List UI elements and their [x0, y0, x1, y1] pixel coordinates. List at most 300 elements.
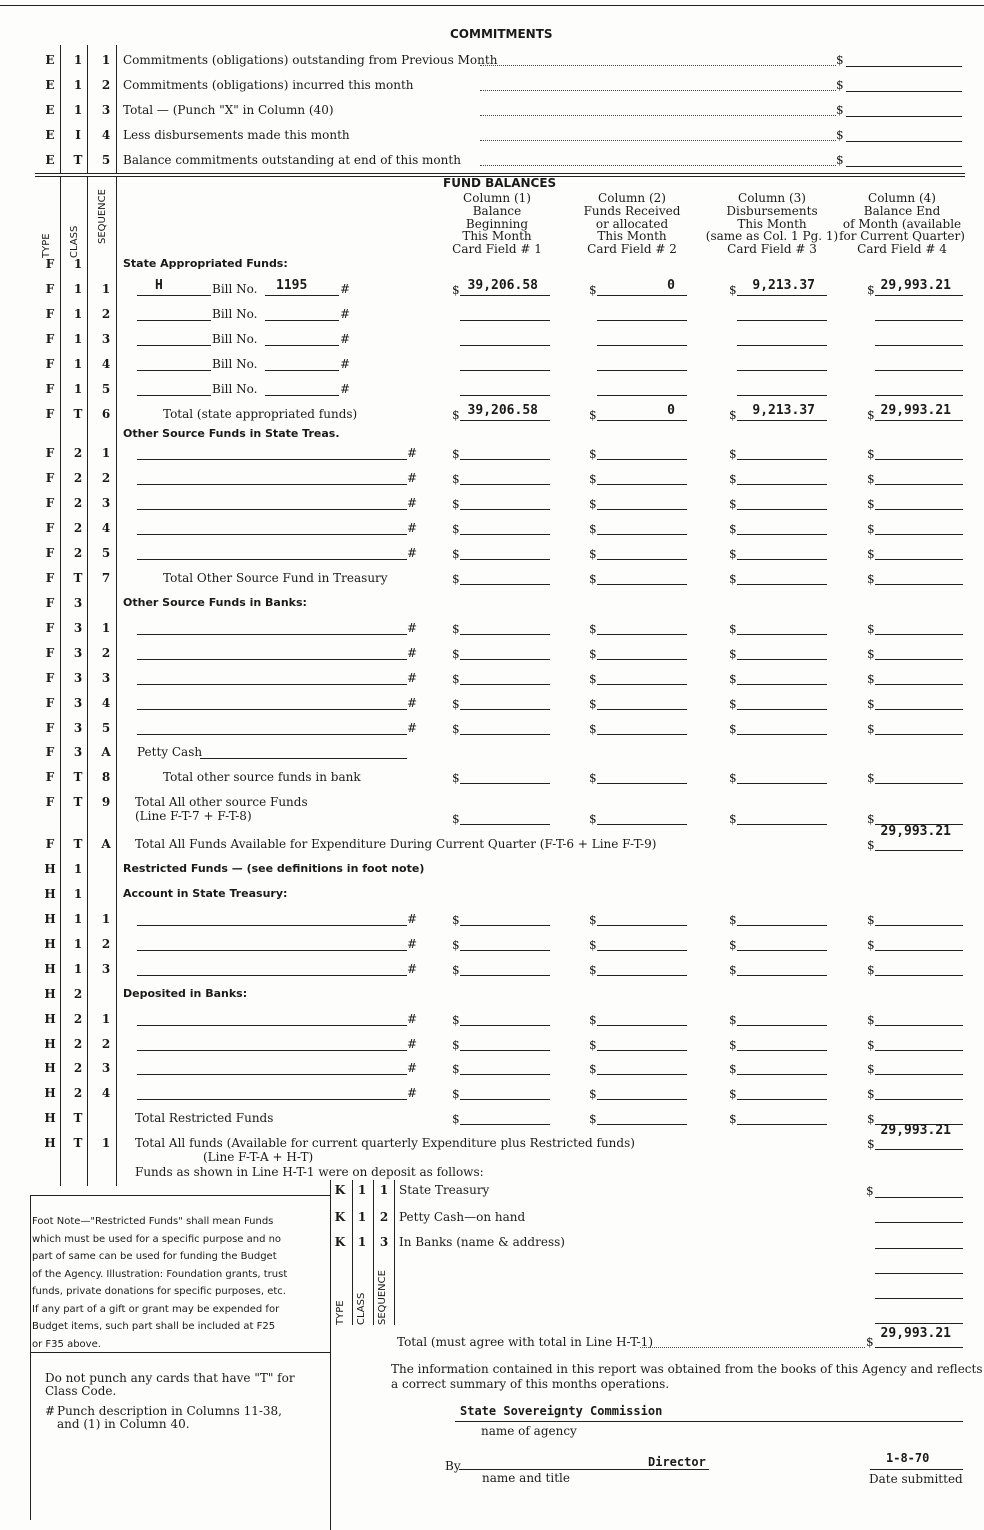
type-code: F [45, 696, 55, 710]
dollar-sign: $ [452, 697, 460, 711]
amount-line [597, 1025, 687, 1026]
dollar-sign: $ [589, 447, 597, 461]
dollar-sign: $ [452, 963, 460, 977]
dollar-sign: $ [867, 522, 875, 536]
amount-line [875, 320, 963, 321]
total-label-formula: (Line F-T-7 + F-T-8) [135, 809, 252, 823]
type-code: H [44, 912, 56, 926]
hash-mark: # [407, 721, 418, 735]
column-header-line: of Month (available [842, 216, 962, 231]
sequence-header: SEQUENCE [97, 189, 108, 244]
dollar-sign: $ [729, 1038, 737, 1052]
amount-line [597, 709, 687, 710]
type-code: H [44, 1136, 56, 1150]
deposit-total-value: 29,993.21 [880, 1326, 951, 1341]
class-code: 3 [73, 671, 83, 685]
column-divider [60, 45, 61, 173]
hash-mark: # [340, 332, 351, 346]
dollar-sign: $ [589, 472, 597, 486]
amount-line [875, 975, 963, 976]
hash-mark: # [407, 546, 418, 560]
type-code: F [45, 770, 55, 784]
dollar-sign: $ [729, 408, 737, 422]
column-header-line: Card Field # 4 [857, 242, 947, 257]
amount-line [597, 925, 687, 926]
description-line [137, 1099, 407, 1100]
leader-dots [480, 115, 836, 116]
amount-value: 29,993.21 [880, 278, 951, 293]
amount-value: 39,206.58 [467, 278, 538, 293]
dollar-sign: $ [729, 472, 737, 486]
type-code: F [45, 795, 55, 809]
amount-line [875, 395, 963, 396]
class-code: 1 [73, 53, 83, 67]
amount-line [846, 66, 962, 67]
sequence-header: SEQUENCE [377, 1270, 388, 1325]
leader-dots [480, 90, 836, 91]
dollar-sign: $ [589, 1087, 597, 1101]
class-code: 3 [73, 721, 83, 735]
amount-line [460, 1025, 550, 1026]
hash-mark: # [407, 1037, 418, 1051]
punch-instruction: Punch description in Columns 11-38, [57, 1404, 282, 1418]
total-label: Total All funds (Available for current quarterly Expenditure plus Restricted funds) [135, 1136, 635, 1150]
column-divider [352, 1180, 353, 1325]
bill-number-line [265, 295, 339, 296]
dollar-sign: $ [452, 771, 460, 785]
description-line [137, 1025, 407, 1026]
bill-label: Bill No. [212, 332, 258, 346]
amount-line [460, 1099, 550, 1100]
amount-line [597, 484, 687, 485]
sequence-code: 1 [101, 53, 111, 67]
dollar-sign: $ [867, 622, 875, 636]
amount-line [737, 1099, 827, 1100]
column-divider [87, 45, 88, 173]
dollar-sign: $ [867, 447, 875, 461]
amount-value: 9,213.37 [752, 403, 815, 418]
column-divider [394, 1180, 395, 1325]
signer-label: name and title [482, 1471, 570, 1485]
class-code: 1 [73, 357, 83, 371]
dollar-sign: $ [452, 283, 460, 297]
sequence-code: 1 [101, 282, 111, 296]
column-divider [116, 45, 117, 173]
dollar-sign: $ [729, 1087, 737, 1101]
class-code: 1 [73, 887, 83, 901]
dollar-sign: $ [867, 697, 875, 711]
amount-line [597, 824, 687, 825]
hash-mark: # [407, 671, 418, 685]
sequence-code: 3 [101, 671, 111, 685]
amount-value: 0 [667, 278, 675, 293]
dollar-sign: $ [729, 497, 737, 511]
class-code: 2 [73, 521, 83, 535]
amount-line [737, 484, 827, 485]
class-code: T [73, 837, 83, 851]
dollar-sign: $ [452, 672, 460, 686]
sequence-code: 5 [101, 721, 111, 735]
hash-mark: # [407, 696, 418, 710]
column-header-line: Card Field # 3 [727, 242, 817, 257]
sequence-code: 2 [379, 1210, 389, 1224]
column-header-line: or allocated [595, 216, 669, 231]
amount-line [737, 925, 827, 926]
amount-line [597, 1074, 687, 1075]
dollar-sign: $ [589, 522, 597, 536]
amount-line [460, 370, 550, 371]
deposit-label: In Banks (name & address) [399, 1235, 565, 1249]
dollar-sign: $ [867, 1137, 875, 1151]
sequence-code: 1 [101, 621, 111, 635]
amount-line [597, 320, 687, 321]
hash-mark: # [407, 937, 418, 951]
dollar-sign: $ [867, 838, 875, 852]
total-label: Total Other Source Fund in Treasury [163, 571, 388, 585]
dollar-sign: $ [729, 447, 737, 461]
bill-number-line [265, 395, 339, 396]
type-code: F [45, 382, 55, 396]
amount-line [737, 950, 827, 951]
dollar-sign: $ [589, 622, 597, 636]
amount-line [597, 295, 687, 296]
column-header-line: Column (3) [738, 191, 806, 205]
dollar-sign: $ [729, 283, 737, 297]
section-heading: Account in State Treasury: [123, 887, 288, 900]
dollar-sign: $ [589, 283, 597, 297]
type-code: F [45, 621, 55, 635]
leader-dots [640, 1347, 865, 1348]
sequence-code: 1 [101, 912, 111, 926]
total-label: Total (state appropriated funds) [163, 407, 358, 421]
description-line [137, 1050, 407, 1051]
dollar-sign: $ [589, 771, 597, 785]
dollar-sign: $ [452, 622, 460, 636]
amount-line [737, 634, 827, 635]
amount-line [875, 684, 963, 685]
footnote-text: funds, private donations for specific purposes, etc. [32, 1286, 286, 1297]
commitment-label: Balance commitments outstanding at end of this month [123, 153, 461, 167]
column-divider [330, 1180, 331, 1530]
amount-line [460, 634, 550, 635]
dollar-sign: $ [729, 722, 737, 736]
footnote-text: Foot Note—"Restricted Funds" shall mean Funds [32, 1216, 274, 1227]
amount-line [597, 509, 687, 510]
amount-line [597, 1124, 687, 1125]
type-code: F [45, 471, 55, 485]
dollar-sign: $ [867, 572, 875, 586]
dollar-sign: $ [867, 408, 875, 422]
sequence-code: 3 [379, 1235, 389, 1249]
footnote-text: part of same can be used for funding the Budget [32, 1251, 277, 1262]
amount-line [597, 734, 687, 735]
dollar-sign: $ [452, 1013, 460, 1027]
class-code: T [73, 795, 83, 809]
amount-line [875, 1050, 963, 1051]
amount-line [737, 420, 827, 421]
amount-line [846, 91, 962, 92]
class-code: T [73, 1111, 83, 1125]
fund-balances-header: FUND BALANCES [443, 176, 557, 190]
type-code: F [45, 307, 55, 321]
footnote-text: or F35 above. [32, 1338, 101, 1350]
amount-line [875, 1248, 963, 1249]
type-code: E [45, 153, 55, 167]
class-code: 2 [73, 446, 83, 460]
description-line [137, 925, 407, 926]
amount-line [875, 734, 963, 735]
description-line [137, 684, 407, 685]
dollar-sign: $ [589, 572, 597, 586]
dollar-sign: $ [729, 522, 737, 536]
dollar-sign: $ [729, 547, 737, 561]
dollar-sign: $ [589, 938, 597, 952]
sequence-code: A [101, 745, 111, 759]
amount-line [875, 345, 963, 346]
type-code: K [334, 1210, 346, 1224]
certification-line: The information contained in this report was obtained from the books of this Agency and reflects [391, 1362, 983, 1376]
amount-line [597, 634, 687, 635]
dollar-sign: $ [729, 1112, 737, 1126]
amount-line [737, 320, 827, 321]
type-code: F [45, 282, 55, 296]
amount-line [597, 584, 687, 585]
date-label: Date submitted [869, 1472, 963, 1486]
amount-line [460, 459, 550, 460]
class-code: T [73, 1136, 83, 1150]
amount-line [846, 116, 962, 117]
footnote-text: If any part of a gift or grant may be expended for [32, 1303, 280, 1315]
column-header-line: Column (2) [598, 191, 666, 205]
amount-line [737, 1050, 827, 1051]
dollar-sign: $ [452, 913, 460, 927]
amount-value: 0 [667, 403, 675, 418]
hash-mark: # [340, 282, 351, 296]
footnote-box-divider [30, 1352, 330, 1353]
section-heading: Restricted Funds — (see definitions in foot note) [123, 862, 425, 875]
hash-mark: # [407, 621, 418, 635]
type-code: H [44, 862, 56, 876]
description-line [200, 758, 407, 759]
bill-number-line [265, 345, 339, 346]
amount-line [737, 534, 827, 535]
sequence-code: 2 [101, 646, 111, 660]
description-line [137, 659, 407, 660]
type-code: K [334, 1183, 346, 1197]
amount-line [737, 734, 827, 735]
amount-line [737, 345, 827, 346]
column-divider [116, 176, 117, 1186]
amount-line [460, 709, 550, 710]
type-code: E [45, 103, 55, 117]
hash-mark: # [407, 521, 418, 535]
type-code: H [44, 962, 56, 976]
commitment-label: Commitments (obligations) incurred this month [123, 78, 414, 92]
dollar-sign: $ [589, 1013, 597, 1027]
class-code: 1 [73, 257, 83, 271]
description-line [137, 395, 211, 396]
sequence-code: 5 [101, 153, 111, 167]
class-code: 1 [73, 103, 83, 117]
hash-mark: # [340, 307, 351, 321]
amount-line [597, 1050, 687, 1051]
dollar-sign: $ [452, 722, 460, 736]
dollar-sign: $ [867, 771, 875, 785]
amount-line [460, 320, 550, 321]
type-code: H [44, 1012, 56, 1026]
amount-line [460, 484, 550, 485]
column-header-line: Balance End [863, 203, 941, 218]
agency-name: State Sovereignty Commission [460, 1404, 663, 1418]
class-code: 1 [357, 1210, 367, 1224]
description-line [137, 320, 211, 321]
footnote-text: of the Agency. Illustration: Foundation grants, trust [32, 1268, 288, 1280]
amount-line [737, 659, 827, 660]
amount-line [875, 1347, 963, 1348]
section-heading: Deposited in Banks: [123, 987, 248, 1000]
type-code: K [334, 1235, 346, 1249]
dollar-sign: $ [729, 963, 737, 977]
type-code: H [44, 987, 56, 1001]
class-code: 1 [73, 307, 83, 321]
class-code: 3 [73, 745, 83, 759]
hash-mark: # [407, 912, 418, 926]
deposit-intro: Funds as shown in Line H-T-1 were on deposit as follows: [135, 1165, 484, 1179]
class-code: 1 [73, 937, 83, 951]
sequence-code: 2 [101, 937, 111, 951]
dollar-sign: $ [867, 672, 875, 686]
dollar-sign: $ [589, 1038, 597, 1052]
amount-value: 29,993.21 [880, 824, 951, 839]
punch-instruction: Class Code. [45, 1384, 117, 1398]
amount-line [597, 420, 687, 421]
bill-label: Bill No. [212, 307, 258, 321]
sequence-code: 3 [101, 332, 111, 346]
sequence-code: 2 [101, 1037, 111, 1051]
amount-line [460, 584, 550, 585]
description-line [137, 534, 407, 535]
amount-line [597, 783, 687, 784]
leader-dots [480, 165, 836, 166]
dollar-sign: $ [867, 722, 875, 736]
dollar-sign: $ [729, 1013, 737, 1027]
amount-line [597, 395, 687, 396]
hash-mark: # [407, 1012, 418, 1026]
amount-line [737, 584, 827, 585]
amount-line [597, 459, 687, 460]
amount-line [875, 1222, 963, 1223]
dollar-sign: $ [867, 1087, 875, 1101]
amount-line [875, 659, 963, 660]
dollar-sign: $ [867, 647, 875, 661]
dollar-sign: $ [836, 78, 844, 92]
deposit-label: State Treasury [399, 1183, 490, 1197]
signer-title: Director [648, 1455, 706, 1469]
amount-line [460, 534, 550, 535]
bill-label: Bill No. [212, 357, 258, 371]
type-code: F [45, 357, 55, 371]
sequence-code: 3 [101, 1061, 111, 1075]
amount-value: 29,993.21 [880, 1123, 951, 1138]
amount-line [875, 850, 963, 851]
class-code: 1 [73, 332, 83, 346]
amount-line [875, 925, 963, 926]
dollar-sign: $ [452, 1062, 460, 1076]
type-code: F [45, 745, 55, 759]
class-code: 3 [73, 646, 83, 660]
commitment-label: Total — (Punch "X" in Column (40) [123, 103, 334, 117]
amount-line [875, 509, 963, 510]
class-code: 1 [73, 862, 83, 876]
amount-value: 39,206.58 [467, 403, 538, 418]
description-line [137, 734, 407, 735]
hash-mark: # [340, 382, 351, 396]
amount-line [737, 1025, 827, 1026]
column-divider [60, 176, 61, 1186]
description-line [137, 1074, 407, 1075]
leader-dots [480, 65, 836, 66]
dollar-sign: $ [836, 103, 844, 117]
amount-line [737, 783, 827, 784]
amount-line [737, 559, 827, 560]
dollar-sign: $ [589, 547, 597, 561]
amount-line [875, 459, 963, 460]
description-line [137, 484, 407, 485]
dollar-sign: $ [589, 408, 597, 422]
column-header-line: This Month [597, 229, 667, 244]
class-code: 3 [73, 696, 83, 710]
bill-number: 1195 [276, 278, 308, 293]
dollar-sign: $ [867, 283, 875, 297]
column-header-line: Card Field # 2 [587, 242, 677, 257]
amount-line [460, 509, 550, 510]
deposit-total-label: Total (must agree with total in Line H-T-1) [397, 1335, 654, 1349]
amount-line [597, 345, 687, 346]
class-code: 1 [73, 78, 83, 92]
amount-line [737, 509, 827, 510]
class-code: 2 [73, 1037, 83, 1051]
dollar-sign: $ [867, 472, 875, 486]
dollar-sign: $ [452, 547, 460, 561]
amount-line [460, 684, 550, 685]
dollar-sign: $ [589, 963, 597, 977]
amount-line [597, 950, 687, 951]
class-header: CLASS [69, 225, 80, 258]
class-code: 2 [73, 987, 83, 1001]
dollar-sign: $ [452, 472, 460, 486]
column-header-line: Funds Received [583, 203, 681, 218]
sequence-code: 3 [101, 103, 111, 117]
amount-line [460, 783, 550, 784]
sequence-code: 4 [101, 1086, 111, 1100]
column-header-line: for Current Quarter) [839, 229, 965, 244]
certification-line: a correct summary of this months operations. [391, 1377, 670, 1391]
type-code: H [44, 1086, 56, 1100]
top-border [0, 5, 984, 6]
amount-line [875, 634, 963, 635]
class-code: 1 [73, 912, 83, 926]
type-code: H [44, 1111, 56, 1125]
dollar-sign: $ [729, 771, 737, 785]
column-header-line: Balance [472, 203, 522, 218]
amount-line [737, 709, 827, 710]
hash-mark: # [407, 1086, 418, 1100]
section-rule [35, 173, 965, 174]
dollar-sign: $ [452, 1087, 460, 1101]
hash-mark: # [407, 646, 418, 660]
column-divider [30, 1195, 31, 1520]
hash-mark: # [45, 1404, 56, 1418]
